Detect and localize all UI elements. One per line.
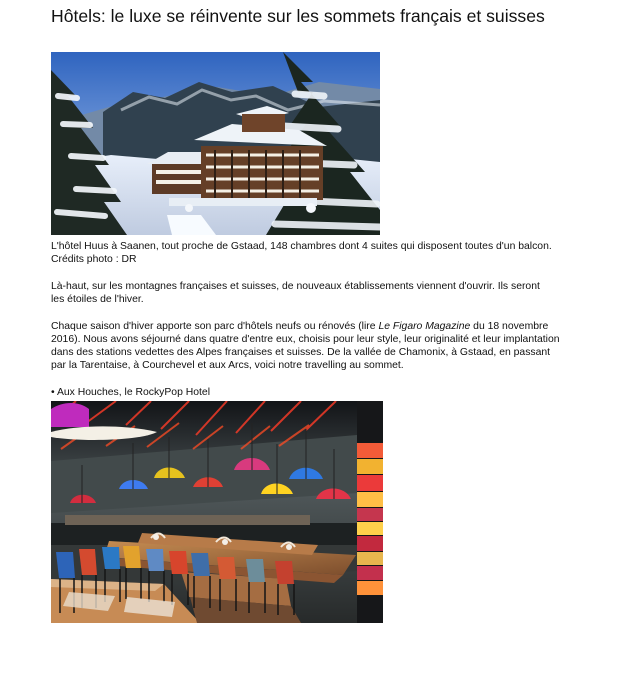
article-title: Hôtels: le luxe se réinvente sur les sommets français et suisses: [51, 6, 545, 26]
rockypop-restaurant-illustration: [51, 401, 383, 623]
rockypop-restaurant-photo: [51, 401, 383, 623]
magazine-reference: Le Figaro Magazine: [378, 321, 471, 332]
body-paragraph: [51, 320, 580, 372]
intro-line: les étoiles de l'hiver.: [51, 294, 144, 305]
caption-line: L'hôtel Huus à Saanen, tout proche de Gstaad, 148 chambres dont 4 suites qui disposent toutes d'un balcon.: [51, 241, 552, 252]
hotel-huus-illustration: [51, 52, 380, 235]
section-heading: • Aux Houches, le RockyPop Hotel: [51, 387, 210, 398]
body-line: 2016). Nous avons séjourné dans quatre d'entre eux, choisis pour leur style, leur originalité et leur implantation: [51, 334, 560, 345]
body-text: du 18 novembre: [470, 321, 549, 332]
photo-credit: Crédits photo : DR: [51, 254, 137, 265]
body-line: par la Tarentaise, à Courchevel et aux Arcs, voici notre travelling au sommet.: [51, 360, 404, 371]
intro-paragraph: [51, 280, 580, 306]
intro-line: Là-haut, sur les montagnes françaises et suisses, de nouveaux établissements viennent d'ouvrir. Ils seront: [51, 281, 540, 292]
body-line: dans des stations vedettes des Alpes françaises et suisses. De la vallée de Chamonix, à Gstaad, en passant: [51, 347, 551, 358]
hotel-huus-photo: [51, 52, 380, 235]
photo-caption: [51, 240, 580, 266]
body-line: [51, 320, 580, 333]
body-text: Chaque saison d'hiver apporte son parc d'hôtels neufs ou rénovés (lire: [51, 321, 379, 332]
